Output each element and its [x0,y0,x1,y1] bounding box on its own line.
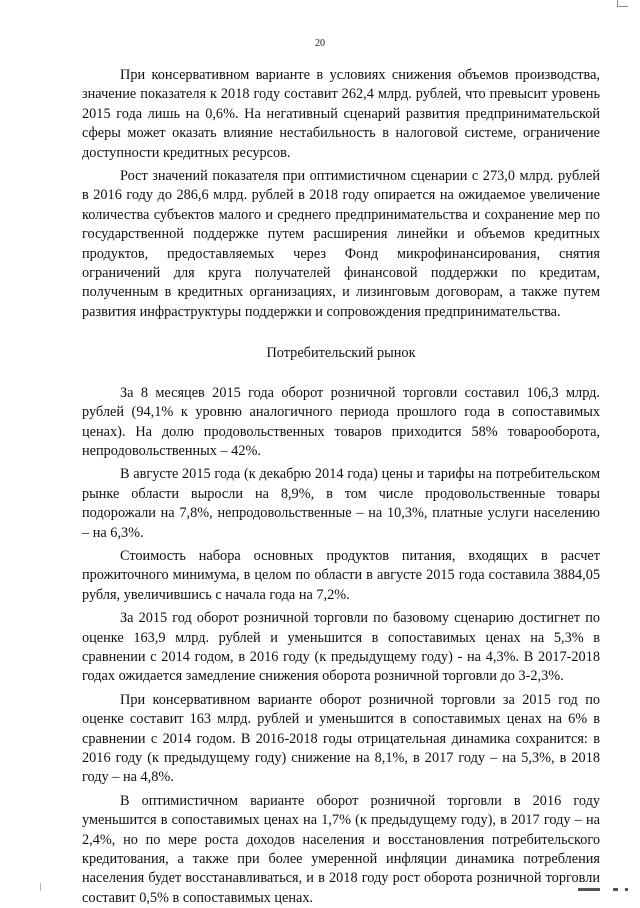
paragraph-conservative-retail: При консервативном варианте оборот розничной торговли за 2015 год по оценке составит 163 млрд. рублей и уменьшится в сопоставимых ценах на 6% в сравнении с 2014 годом. В 2016-2018 годы отрицательная динамика сохранится: в 2016 году (к предыдущему году) снижение на 8,1%, в 2017 году – на 5,3%, в 2018 году – на 4,8%. [82,691,600,786]
paragraph-optimistic-scenario: Рост значений показателя при оптимистичном сценарии с 273,0 млрд. рублей в 2016 году до 286,6 млрд. рублей в 2018 году опирается на ожидаемое увеличение количества субъектов малого и среднего предпринимательства и сохранение мер по государственной поддержке путем расширения линейки и объемов кредитных продуктов, предоставляемых через Фонд микрофинансирования, снятия ограничений для круга получателей финансовой поддержки по кредитам, полученным в кредитных организациях, и лизинговым договорам, а также путем развития инфраструктуры поддержки и сопровождения предпринимательства. [82,168,600,320]
scan-corner-mark [617,0,628,7]
section-title: Потребительский рынок [266,345,416,362]
document-body [82,66,600,908]
paragraph-conservative-scenario: При консервативном варианте в условиях снижения объемов производства, значение показателя к 2018 году составит 262,4 млрд. рублей, что превысит уровень 2015 года лишь на 0,6%. На негативный сценарий развития предпринимательской сферы может оказать влияние нестабильность в налоговой системе, ограничение доступности кредитных ресурсов. [82,67,600,161]
paragraph-food-basket: Стоимость набора основных продуктов питания, входящих в расчет прожиточного минимума, в целом по области в августе 2015 года составила 3884,05 рубля, увеличившись с начала года на 7,2%. [82,547,600,603]
scan-barcode-mark [613,888,618,891]
scan-barcode-mark [578,888,600,891]
paragraph-retail-turnover: За 8 месяцев 2015 года оборот розничной торговли составил 106,3 млрд. рублей (94,1% к уровню аналогичного периода прошлого года в сопоставимых ценах). На долю продовольственных товаров приходится 58% товарооборота, непродовольственных – 42%. [82,384,600,459]
paragraph-prices-tariffs: В августе 2015 года (к декабрю 2014 года) цены и тарифы на потребительском рынке области выросли на 8,9%, в том числе продовольственные товары подорожали на 7,8%, непродовольственные – на 10,3%, платные услуги населению – на 6,3%. [82,466,600,541]
page-number: 20 [315,38,325,49]
scan-barcode-mark [625,888,628,891]
scan-edge-mark [40,883,41,891]
paragraph-base-scenario: За 2015 год оборот розничной торговли по базовому сценарию достигнет по оценке 163,9 млрд. рублей и уменьшится в сопоставимых ценах на 5,3% в сравнении с 2014 годом, в 2016 году (к предыдущему году) - на 4,3%. В 2017-2018 годах ожидается замедление снижения оборота розничной торговли до 3-2,3%. [82,610,600,685]
paragraph-optimistic-retail: В оптимистичном варианте оборот розничной торговли в 2016 году уменьшится в сопоставимых ценах на 1,7% (к предыдущему году), в 2017 году – на 2,4%, но по мере роста доходов населения и восстановления потребительского кредитования, а также при более умеренной инфляции динамика потребления населения будет восстанавливаться, и в 2018 году рост оборота розничной торговли составит 0,5% в сопоставимых ценах. [82,792,600,906]
